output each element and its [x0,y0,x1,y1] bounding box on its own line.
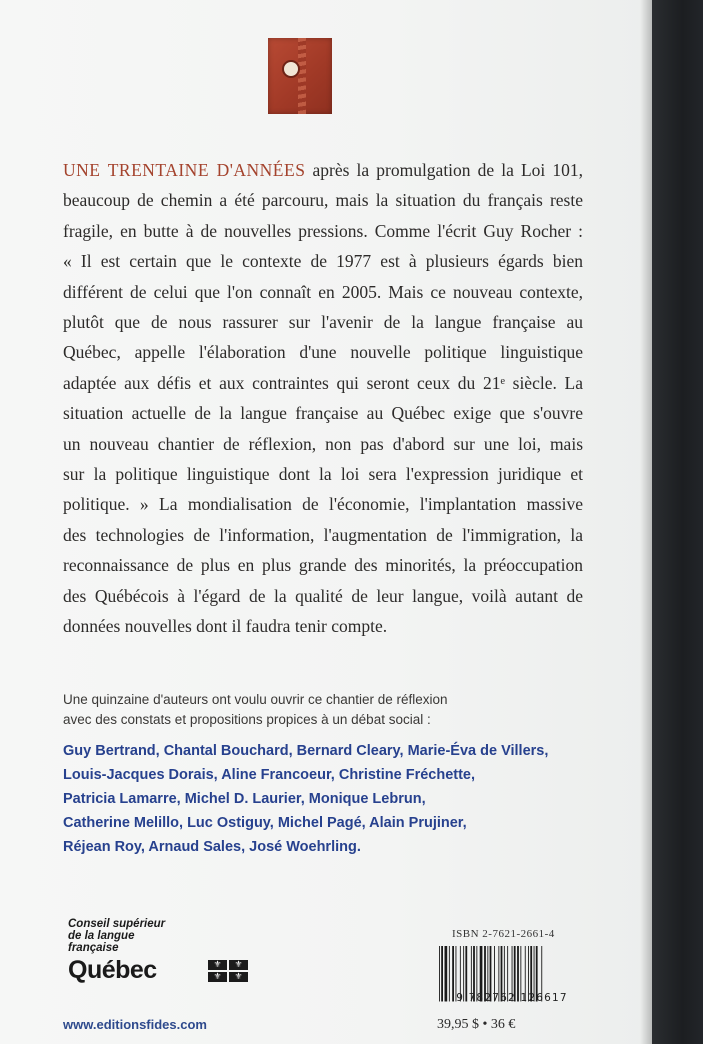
fleur-de-lis-icon: ⚜ [208,972,227,982]
quebec-wordmark: Québec [68,956,157,984]
authors-line: Catherine Melillo, Luc Ostiguy, Michel Pagé, Alain Prujiner, [63,815,467,831]
blurb-line: Québec, appelle l'élaboration d'une nouvelle politique linguistique [63,342,583,363]
blurb-line: données nouvelles dont il faudra tenir compte. [63,616,388,637]
authors-intro [63,690,583,730]
authors-line: Réjean Roy, Arnaud Sales, José Woehrling. [63,839,361,855]
blurb-line: différent de celui que l'on connaît en 2005. Mais ce nouveau contexte, [63,281,583,302]
blurb-line: des Québécois à l'égard de la qualité de leur langue, voilà autant de [63,585,583,606]
fleur-de-lis-icon: ⚜ [229,972,248,982]
blurb-line: UNE TRENTAINE D'ANNÉES après la promulgation de la Loi 101, [63,160,583,180]
fleur-de-lis-icon: ⚜ [208,960,227,970]
blurb-paragraph [63,155,583,642]
intro-line: Une quinzaine d'auteurs ont voulu ouvrir ce chantier de réflexion [63,692,448,707]
blurb-line: situation actuelle de la langue française au Québec exige que s'ouvre [63,403,583,424]
quebec-flag-icon [208,960,248,982]
publisher-line: Conseil supérieur [68,918,166,930]
authors-list [63,739,583,859]
cover-emblem-image [268,38,332,114]
fleur-de-lis-icon: ⚜ [229,960,248,970]
blurb-line: plutôt que de nous rassurer sur l'avenir de la langue française au [63,312,583,333]
publisher-logo-text [68,918,268,954]
publisher-line: de la langue [68,930,135,942]
blurb-line: des technologies de l'information, l'augmentation de l'immigration, la [63,524,583,545]
blurb-line: reconnaissance de plus en plus grande des minorités, la préoccupation [63,555,583,576]
blurb-line: un nouveau chantier de réflexion, non pas d'abord sur une loi, mais [63,433,583,454]
price-label: 39,95 $ • 36 € [437,1017,516,1032]
blurb-line: politique. » La mondialisation de l'économie, l'implantation massive [63,494,583,515]
publisher-line: française [68,942,119,954]
blurb-line: sur la politique linguistique dont la loi sera l'expression juridique et [63,464,583,485]
blurb-line: adaptée aux défis et aux contraintes qui seront ceux du 21ᵉ siècle. La [63,372,583,393]
barcode-number: 9 782762 126617 [456,992,568,1004]
blurb-lead: UNE TRENTAINE D'ANNÉES [63,160,306,180]
emblem-ring [282,60,300,78]
blurb-line: « Il est certain que le contexte de 1977 est à plusieurs égards bien [63,251,583,272]
publisher-website[interactable]: www.editionsfides.com [63,1017,207,1032]
authors-line: Louis-Jacques Dorais, Aline Francoeur, Christine Fréchette, [63,767,476,783]
blurb-line: fragile, en butte à de nouvelles pressions. Comme l'écrit Guy Rocher : [63,220,583,241]
book-spine [652,0,703,1044]
blurb-line: beaucoup de chemin a été parcouru, mais la situation du français reste [63,190,583,211]
authors-line: Guy Bertrand, Chantal Bouchard, Bernard Cleary, Marie-Éva de Villers, [63,743,549,759]
intro-line: avec des constats et propositions propices à un débat social : [63,712,431,727]
authors-line: Patricia Lamarre, Michel D. Laurier, Monique Lebrun, [63,791,426,807]
isbn-label: ISBN 2-7621-2661-4 [452,928,555,940]
emblem-tear [298,38,306,114]
